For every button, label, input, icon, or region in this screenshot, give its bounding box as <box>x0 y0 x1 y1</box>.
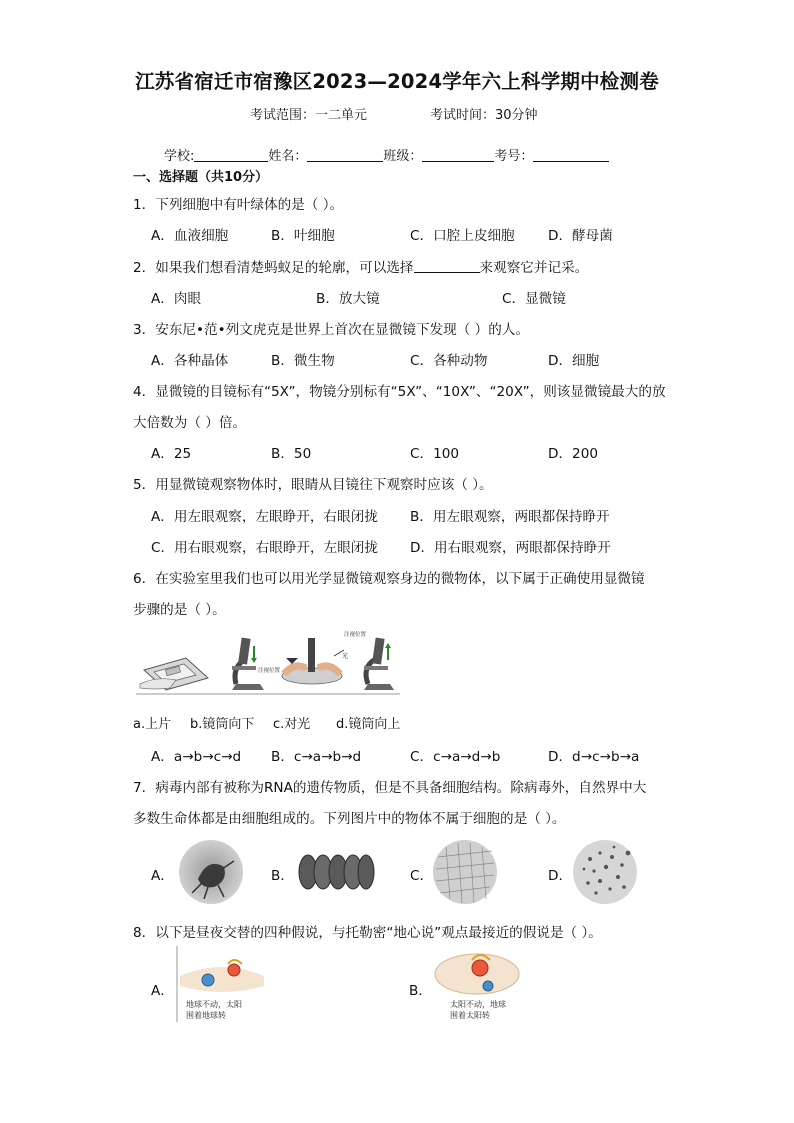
q8-option-a[interactable]: A． <box>151 983 174 999</box>
step-tube-up-illustration <box>344 630 394 690</box>
q5-option-d[interactable]: D．用右眼观察，两眼都保持睁开 <box>410 540 611 556</box>
question-4-line-1: 4．显微镜的目镜标有“5X”，物镜分别标有“5X”、“10X”、“20X”，则该显微镜最大的放 <box>133 384 666 400</box>
question-7-line-2: 多数生命体都是由细胞组成的。下列图片中的物体不属于细胞的是（ ）。 <box>133 811 566 827</box>
q6-step-d: d.镜筒向上 <box>336 717 401 732</box>
school-blank[interactable] <box>194 149 268 162</box>
gaze-label-2: 注视位置 <box>344 632 367 638</box>
question-1: 1．下列细胞中有叶绿体的是（ ）。 <box>133 197 344 213</box>
microscope-steps-image <box>136 628 402 698</box>
q5-option-c[interactable]: C．用右眼观察，右眼睁开，左眼闭拢 <box>151 540 378 556</box>
question-6-line-2: 步骤的是（ ）。 <box>133 602 226 618</box>
step-light-illustration <box>282 638 348 684</box>
q2-answer-blank[interactable] <box>414 260 480 273</box>
q5-option-b[interactable]: B．用左眼观察，两眼都保持睁开 <box>410 509 610 525</box>
q7-option-a[interactable]: A． <box>151 868 174 884</box>
light-label: 光 <box>342 653 349 660</box>
number-blank[interactable] <box>533 149 609 162</box>
q5-option-a[interactable]: A．用左眼观察，左眼睁开，右眼闭拢 <box>151 509 378 525</box>
q7-option-d[interactable]: D． <box>548 868 573 884</box>
red-blood-cells-image <box>296 852 376 892</box>
q2-option-c[interactable]: C．显微镜 <box>502 291 566 307</box>
school-label: 学校: <box>164 149 195 164</box>
q8-caption-a <box>186 999 242 1021</box>
q1-option-c[interactable]: C．口腔上皮细胞 <box>410 228 515 244</box>
question-3: 3．安东尼•范•列文虎克是世界上首次在显微镜下发现（ ）的人。 <box>133 322 530 338</box>
q4-option-a[interactable]: A．25 <box>151 446 192 462</box>
q6-step-a: a.上片 <box>133 717 172 732</box>
class-blank[interactable] <box>422 149 494 162</box>
question-4-line-2: 大倍数为（ ）倍。 <box>133 415 247 431</box>
q4-option-b[interactable]: B．50 <box>271 446 312 462</box>
q8-caption-b-text: 太阳不动，地球 围着太阳转 <box>450 1000 506 1020</box>
q8-caption-a-text: 地球不动，太阳 围着地球转 <box>186 1000 242 1020</box>
page-title: 江苏省宿迁市宿豫区2023—2024学年六上科学期中检测卷 <box>135 70 659 93</box>
exam-range: 考试范围：一二单元 <box>250 108 368 123</box>
name-blank[interactable] <box>307 149 383 162</box>
q6-option-b[interactable]: B．c→a→b→d <box>271 749 362 765</box>
q6-step-b: b.镜筒向下 <box>190 717 255 732</box>
gaze-label-1: 注视位置 <box>258 668 281 674</box>
q6-option-a[interactable]: A．a→b→c→d <box>151 749 242 765</box>
q2-option-b[interactable]: B．放大镜 <box>316 291 380 307</box>
step-slide-illustration <box>140 658 208 690</box>
q2-text-before: 2．如果我们想看清楚蚂蚁足的轮廓，可以选择 <box>133 260 414 276</box>
q3-option-b[interactable]: B．微生物 <box>271 353 335 369</box>
step-tube-down-illustration <box>232 638 281 690</box>
q4-option-d[interactable]: D．200 <box>548 446 599 462</box>
q2-text-after: 来观察它并记采。 <box>479 260 589 276</box>
question-7-line-1: 7．病毒内部有被称为RNA的遗传物质，但是不具备细胞结构。除病毒外，自然界中大 <box>133 780 647 796</box>
question-5: 5．用显微镜观察物体时，眼睛从目镜往下观察时应该（ ）。 <box>133 477 493 493</box>
student-info <box>164 145 609 164</box>
exam-time: 考试时间：30分钟 <box>430 108 538 123</box>
q6-option-d[interactable]: D．d→c→b→a <box>548 749 640 765</box>
q8-caption-b <box>450 999 506 1021</box>
q6-option-c[interactable]: C．c→a→d→b <box>410 749 501 765</box>
q1-option-d[interactable]: D．酵母菌 <box>548 228 613 244</box>
section-heading: 一、选择题（共10分） <box>133 170 269 185</box>
heliocentric-illustration <box>432 946 522 1002</box>
number-label: 考号： <box>494 149 534 164</box>
q1-option-a[interactable]: A．血液细胞 <box>151 228 229 244</box>
question-8: 8．以下是昼夜交替的四种假说，与托勒密“地心说”观点最接近的假说是（ ）。 <box>133 925 602 941</box>
name-label: 姓名： <box>268 149 308 164</box>
plant-cells-image <box>432 839 498 905</box>
q3-option-a[interactable]: A．各种晶体 <box>151 353 229 369</box>
bacteria-image <box>572 839 638 905</box>
question-6-line-1: 6．在实验室里我们也可以用光学显微镜观察身边的微物体，以下属于正确使用显微镜 <box>133 571 645 587</box>
q7-option-c[interactable]: C． <box>410 868 434 884</box>
class-label: 班级： <box>383 149 423 164</box>
q8-option-b[interactable]: B． <box>409 983 432 999</box>
q4-option-c[interactable]: C．100 <box>410 446 460 462</box>
q7-option-b[interactable]: B． <box>271 868 294 884</box>
virus-micrograph-image <box>178 839 244 905</box>
q2-option-a[interactable]: A．肉眼 <box>151 291 202 307</box>
question-2 <box>133 256 588 276</box>
q3-option-d[interactable]: D．细胞 <box>548 353 600 369</box>
q6-step-c: c.对光 <box>273 717 311 732</box>
q3-option-c[interactable]: C．各种动物 <box>410 353 488 369</box>
q1-option-b[interactable]: B．叶细胞 <box>271 228 335 244</box>
